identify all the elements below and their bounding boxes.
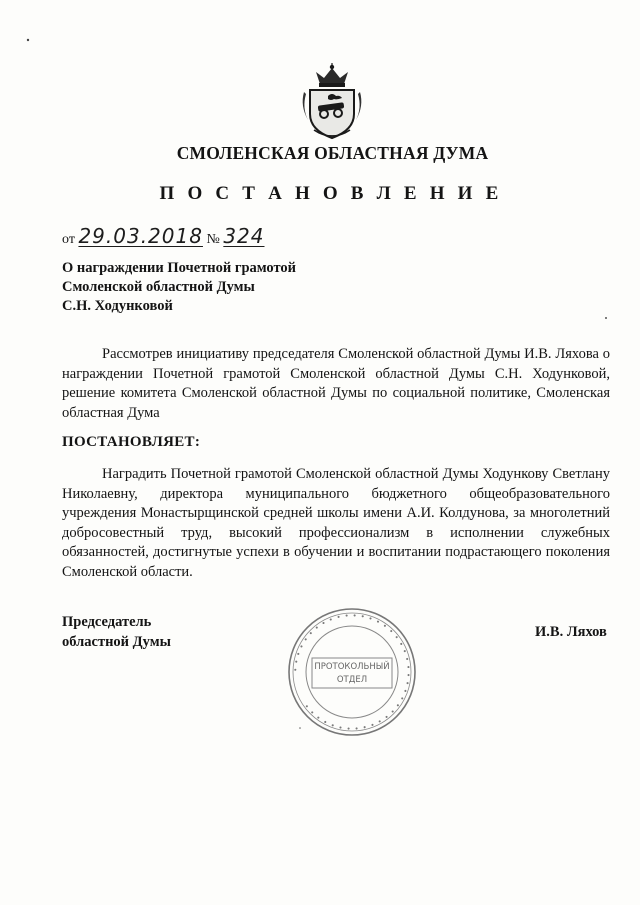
date-line: [62, 224, 265, 248]
organization-title: СМОЛЕНСКАЯ ОБЛАСТНАЯ ДУМА: [176, 143, 489, 163]
subject-block: [62, 259, 296, 316]
handwritten-number: 324: [223, 224, 265, 248]
subject-line: С.Н. Ходунковой: [62, 298, 173, 314]
signatory-name: И.В. Ляхов: [535, 624, 607, 640]
preamble-paragraph: Рассмотрев инициативу председателя Смоленской областной Думы И.В. Ляхова о награждении Почетной грамотой Смоленской областной Думы С.Н. Ходунковой, решение комитета Смоленской областной Думы по социальной политике, Смоленская областная Дума: [62, 346, 610, 421]
official-stamp: [286, 606, 418, 738]
signatory-title-line: Председатель: [62, 614, 152, 630]
resolution-paragraph: Наградить Почетной грамотой Смоленской областной Думы Ходункову Светлану Николаевну, директора муниципального бюджетного общеобразовательного учреждения Монастырщинской средней школы имени А.И. Колдунова, за многолетний добросовестный труд, высокий профессионализм в исполнении служебных обязанностей, достигнутые успехи в обучении и воспитании подрастающего поколения Смоленской области.: [62, 466, 610, 580]
handwritten-date: 29.03.2018: [78, 224, 203, 248]
signatory-title-line: областной Думы: [62, 634, 171, 650]
signatory-title: [62, 612, 171, 652]
svg-text:• • • • • • • • • • • • • • •: • • • • • • • • • • • • • • • • • • • • • • • • • • • • • • • • • • • • • • • •: [290, 610, 414, 734]
subject-line: Смоленской областной Думы: [62, 279, 255, 295]
number-prefix: №: [206, 232, 220, 247]
subject-line: О награждении Почетной грамотой: [62, 260, 297, 276]
coat-of-arms-emblem: [300, 62, 364, 140]
stamp-text: ПРОТОКОЛЬНЫЙ: [314, 662, 390, 672]
document-type-title: П О С Т А Н О В Л Е Н И Е: [159, 183, 503, 204]
resolves-heading: ПОСТАНОВЛЯЕТ:: [62, 434, 201, 450]
stamp-text: ОТДЕЛ: [336, 675, 368, 685]
date-prefix: от: [62, 232, 75, 247]
